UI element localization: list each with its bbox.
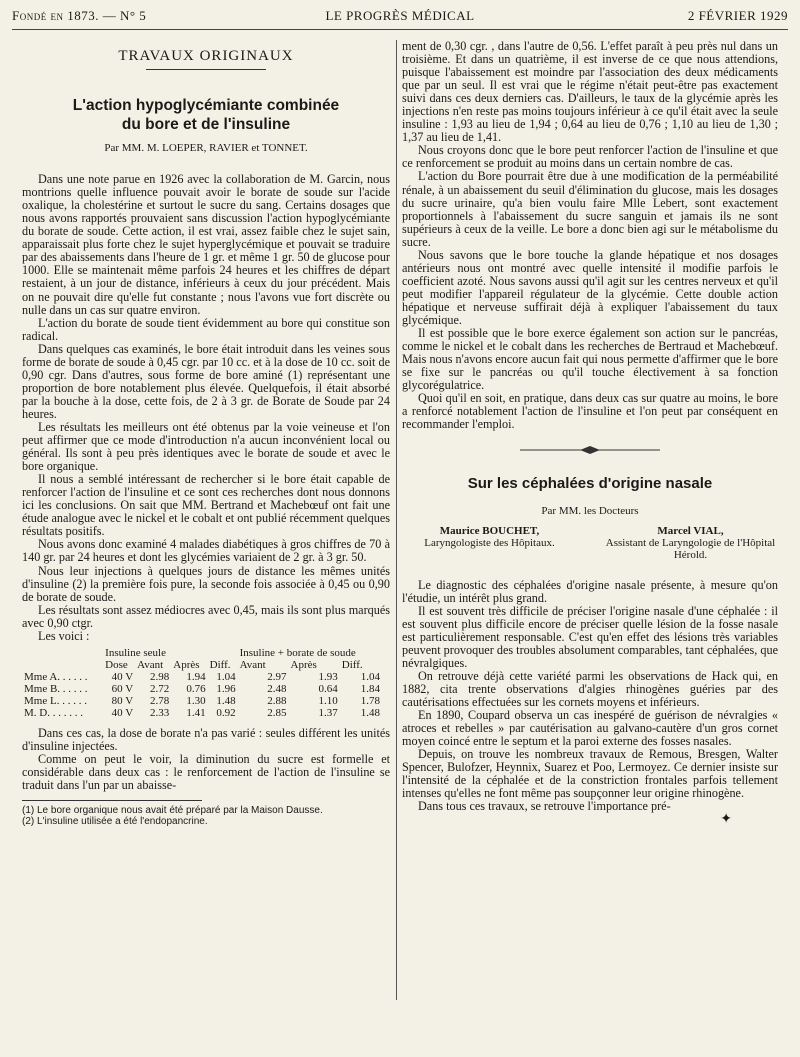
table-cell: 2.78: [150, 694, 170, 707]
table-cell: 1.10: [318, 694, 338, 707]
section-title: TRAVAUX ORIGINAUX: [118, 48, 294, 64]
article2-paragraph: En 1890, Coupard observa un cas inespéré de guérison de névralgies « atroces et rebelles » par cautérisation au galvano-cautère d'un gros cornet moyen coincé entre le septum et la paroi externe des fosses nasales.: [402, 707, 778, 749]
article1-paragraph: Dans quelques cas examinés, le bore était introduit dans les veines sous forme de borate de soude à 0,45 cgr. par 10 cc. et à la dose de 10 cc. soit de 0,90 cgr. Dans d'autres, sous forme de bore aminé (1) représentant une proportion de bore notablement plus élevée. Quelquefois, il était absorbé par la bouche à la dose, cette fois, de 2 à 3 gr. de Borate de Soude par 24 heures.: [22, 341, 390, 421]
table-row: [22, 671, 382, 683]
table-col-header: Avant: [137, 658, 164, 671]
header-journal-title: LE PROGRÈS MÉDICAL: [325, 8, 475, 23]
article1-paragraph: Nous croyons donc que le bore peut renforcer l'action de l'insuline et que ce renforcement se produit au moins dans un certain nombre de cas.: [402, 143, 778, 171]
table-cell: 1.48: [360, 706, 380, 719]
table-cell: 2.98: [150, 670, 170, 683]
table-row: [22, 695, 382, 707]
table-cell: 1.30: [186, 694, 206, 707]
table-cell: 1.96: [216, 682, 236, 695]
page-header: [12, 8, 788, 26]
article1-paragraph: Les résultats les meilleurs ont été obtenus par la voie veineuse et l'on peut affirmer que ce mode d'introduction n'a aucun inconvénient local ou général. Ils sont à peu près identiques avec le borate de soude et avec le bore organique.: [22, 419, 390, 474]
table-col-header: Diff.: [209, 658, 231, 671]
table-cell: 40 V: [111, 706, 134, 719]
table-col-header: Après: [290, 658, 317, 671]
table-col-header: Diff.: [341, 658, 363, 671]
article1-paragraph: Il est possible que le bore exerce également son action sur le pancréas, comme le nickel et le cobalt dans les recherches de Bertraud et Machebœuf. Mais nous n'avons encore aucun fait qui nous permette d'affirmer que le bore se fixe sur le pancréas ou qu'il touche électivement à sa fonction glycorégulatrice.: [402, 326, 778, 393]
article1-paragraph: Nous leur injections à quelques jours de distance les mêmes unités d'insuline (2) la première fois pure, la seconde fois associée à 0,45 ou 0,90 de borate de soude.: [22, 563, 390, 604]
table-cell: 80 V: [111, 694, 134, 707]
article1-paragraph: Nous avons donc examiné 4 malades diabétiques à gros chiffres de 70 à 140 gr. par 24 heures et dont les glycémies variaient de 2 gr. à 3 gr. 50.: [22, 537, 390, 565]
results-table: [22, 647, 382, 719]
table-cell: 0.76: [186, 682, 206, 695]
article1-paragraph: Nous savons que le bore touche la glande hépatique et nos dosages antérieurs nous ont montré avec quelle intensité il modifie parfois le coefficient azoté. Nous savons aussi qu'il agit sur les centres nerveux et qu'il peut modifier l'appareil régulateur de la glycémie. Cette double action hépatique et nerveuse suffirait déjà à expliquer l'abaissement du taux glycémique.: [402, 247, 778, 327]
article2-paragraph: Depuis, on trouve les nombreux travaux de Remous, Bresgen, Walter Spencer, Bulofzer, Heynnix, Suarez et Poo, Lermoyez. Ce dernier insiste sur l'intensité de la céphalée et de la constriction frontales parfois tellement intenses qu'elles ne font même pas soupçonner leur origine rhinogène.: [402, 747, 778, 801]
table-row: [22, 683, 382, 695]
author-role: Assistant de Laryngologie de l'Hôpital Hérold.: [605, 536, 776, 561]
article2-paragraph: Le diagnostic des céphalées d'origine nasale présente, à mesure qu'on l'étudie, un intérêt plus grand.: [402, 577, 778, 605]
article1-paragraph: L'action du Bore pourrait être due à une modification de la perméabilité rénale, à un abaissement du seuil d'élimination du glucose, mais les dosages du sucre urinaire, qu'a bien voulu faire Mlle Lebert, sont exactement proportionnels à l'abaissement du sucre sanguin et jamais ils ne sont supérieurs à ceux de la veille. Le bore a donc bien agi sur le métabolisme du sucre.: [402, 169, 778, 249]
table-cell: 1.84: [360, 682, 380, 695]
table-cell: 2.88: [267, 694, 287, 707]
article1-authors: Par MM. M. LOEPER, RAVIER et TONNET.: [104, 142, 308, 155]
table-cell: 1.37: [318, 706, 338, 719]
article1-paragraph: Il nous a semblé intéressant de rechercher si le bore était capable de renforcer l'action de l'insuline et ce sont ces recherches dont nous donnons ici les conclusions. On sait que MM. Bertrand et Machebœuf ont fait une étude analogue avec le nickel et le cobalt et ont publié récemment quelques résultats positifs.: [22, 472, 390, 539]
article2-authors: [402, 525, 778, 561]
article1-paragraph: Dans une note parue en 1926 avec la collaboration de M. Garcin, nous montrions quelle influence pouvait avoir le borate de soude sur l'acide oxalique, la cholestérine et surtout le sucre du sang. Certains dosages que nous avons rapportés prouvaient sans discussion l'action hypoglycémiante du borate de soude. Cette action, il est vrai, assez faible chez le sujet sain, apparaissait plus forte chez le sujet hyperglycémique et pouvait se traduire par des abaissements dans l'heure de 1 gr. et même 1 gr. 50 de glucose pour 1000. Elle se maintenait même parfois 24 heures et les chiffres de départ restaient, à un jour de distance, inférieurs à ceux du jour précédent. Mais on ne pouvait dire qu'elle fut constante ; nous l'avons vue fort discrète ou nulle dans un cas sur quatre environ.: [22, 172, 390, 317]
section-rule: [146, 69, 266, 70]
article1-paragraph: Les résultats sont assez médiocres avec 0,45, mais ils sont plus marqués avec 0,90 ctgr.: [22, 602, 390, 630]
table-cell: 1.48: [216, 694, 236, 707]
table-cell: 2.72: [150, 682, 170, 695]
header-date: 2 FÉVRIER 1929: [687, 8, 788, 23]
article1-paragraph: L'action du borate de soude tient évidemment au bore qui constitue son radical.: [22, 315, 390, 343]
table-col-header: Dose: [105, 658, 128, 671]
left-column: [22, 40, 390, 1050]
table-cell: 1.93: [318, 670, 338, 683]
article1-title-line2: du bore et de l'insuline: [121, 116, 291, 134]
article1-paragraph: Comme on peut le voir, la diminution du sucre est formelle et considérable dans deux cas : le renforcement de l'action de l'insuline se traduit dans l'un par un abaisse-: [22, 751, 390, 792]
table-cell: 1.04: [360, 670, 380, 683]
table-cell: 60 V: [111, 682, 134, 695]
end-mark-icon: ✦: [720, 812, 732, 828]
table-col-header: Après: [173, 658, 200, 671]
table-cell: M. D. . . . . . .: [24, 706, 83, 719]
article2-byline: Par MM. les Docteurs: [541, 505, 639, 518]
footnote-rule: [22, 800, 202, 801]
table-cell: 0.92: [216, 706, 236, 719]
footnote: (2) L'insuline utilisée a été l'endopancrine.: [22, 816, 208, 828]
table-group-insulin-borate: Insuline + borate de soude: [239, 646, 356, 659]
author-name: Marcel VIAL,: [657, 524, 724, 537]
table-cell: 2.85: [267, 706, 287, 719]
article1-paragraph: ment de 0,30 cgr. , dans l'autre de 0,56. L'effet paraît à peu près nul dans un troisième. Et dans un quatrième, il est inverse de ce que nous attendions, puisque l'abaissement est moindre par l'association des deux médicaments que par un seul. Il est vrai que le régime n'était peut-être pas exactement suivi dans ces deux derniers cas. D'ailleurs, le taux de la glycémie après les injections n'en reste pas moins toujours inférieur à ce qu'il était avec la seule insuline : 1,93 au lieu de 1,94 ; 0,64 au lieu de 0,76 ; 1,10 au lieu de 1,30 ; 1,37 au lieu de 1,41.: [402, 40, 778, 145]
article1-paragraph: Les voici :: [38, 628, 90, 643]
author-name: Maurice BOUCHET,: [439, 524, 540, 537]
table-group-insulin: Insuline seule: [105, 646, 166, 659]
table-cell: 2.97: [267, 670, 287, 683]
author-block: [402, 525, 577, 561]
table-cell: 1.78: [360, 694, 380, 707]
table-col-header: Avant: [239, 658, 266, 671]
table-cell: 2.33: [150, 706, 170, 719]
table-cell: 0.64: [318, 682, 338, 695]
table-cell: 1.94: [186, 670, 206, 683]
article1-title-line1: L'action hypoglycémiante combinée: [72, 97, 340, 115]
table-cell: 1.04: [216, 670, 236, 683]
article2-title: Sur les céphalées d'origine nasale: [467, 475, 713, 493]
article1-paragraph: Dans ces cas, la dose de borate n'a pas varié : seules différent les unités d'insuline injectées.: [22, 725, 390, 753]
author-block: [603, 525, 778, 561]
article2-paragraph: Il est souvent très difficile de préciser l'origine nasale d'une céphalée : il est souvent plus difficile encore de préciser quelle lésion de la fosse nasale est particulièrement responsable. C'est qu'en effet des lésions très variables peuvent provoquer des troubles absolument comparables, tant céphalées, que névralgiques.: [402, 603, 778, 670]
footnote: (1) Le bore organique nous avait été préparé par la Maison Dausse.: [22, 805, 323, 817]
article2-paragraph: On retrouve déjà cette variété parmi les observations de Hack qui, en 1882, cita trente observations d'algies rhinogènes guéries par des cautérisations effectuées sur les cornets moyens et inférieurs.: [402, 668, 778, 709]
table-cell: Mme A. . . . . .: [24, 670, 88, 683]
header-rule: [12, 29, 788, 30]
table-cell: 40 V: [111, 670, 134, 683]
article2-paragraph: Dans tous ces travaux, se retrouve l'importance pré-: [418, 799, 671, 814]
right-column: [402, 40, 778, 1050]
table-row: [22, 707, 382, 719]
column-divider: [396, 40, 397, 1000]
table-cell: Mme L. . . . . .: [24, 694, 87, 707]
table-cell: Mme B. . . . . .: [24, 682, 88, 695]
article1-paragraph: Quoi qu'il en soit, en pratique, dans deux cas sur quatre au moins, le bore a renforcé notablement l'action de l'insuline et l'on peut par conséquent en recommander l'emploi.: [402, 391, 778, 432]
article1-title: [22, 96, 390, 134]
table-cell: 1.41: [186, 706, 206, 719]
table-cell: 2.48: [267, 682, 287, 695]
author-role: Laryngologiste des Hôpitaux.: [424, 536, 555, 549]
ornament-divider: [402, 445, 778, 458]
header-founding: Fondé en 1873. — N° 5: [12, 8, 147, 23]
ornament-icon: [520, 445, 660, 455]
